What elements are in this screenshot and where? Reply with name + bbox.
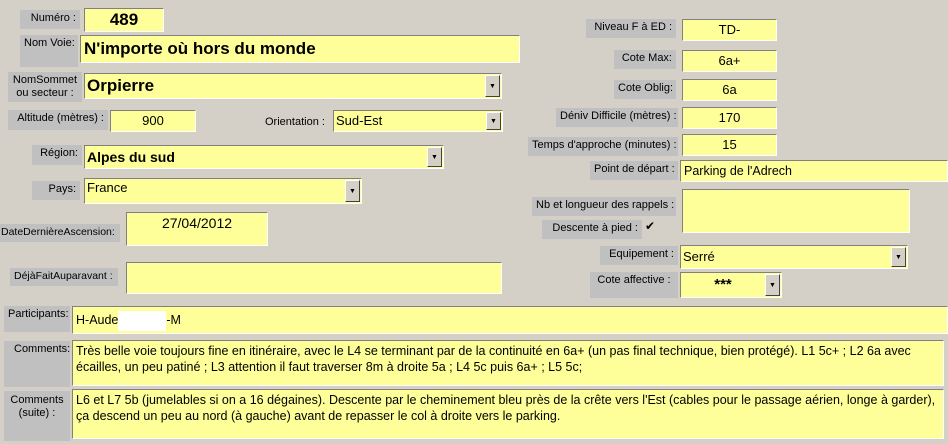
depart-field[interactable]: Parking de l'Adrech [680,160,948,182]
pays-combo[interactable] [84,178,362,204]
comments-label: Comments: [4,341,70,387]
chevron-down-icon[interactable]: ▼ [765,274,780,296]
participants-field[interactable] [72,306,948,334]
participants-name-start: H-Aude [76,313,119,327]
altitude-label: Altitude (mètres) : [8,110,108,130]
comments-suite-label [4,391,70,441]
pays-label: Pays: [32,181,80,200]
altitude-field[interactable]: 900 [110,110,196,132]
numero-label: Numéro : [20,10,80,29]
date-derniere-label: DateDernièreAscension: [0,224,120,242]
deniv-label: Déniv Difficile (mètres) : [556,108,678,127]
descente-checkbox[interactable]: ✔ [644,219,656,233]
participants-name-end: -M [166,313,181,327]
nom-sommet-value: Orpierre [87,76,155,95]
niveau-label: Niveau F à ED : [586,19,676,38]
numero-field[interactable]: 489 [84,8,164,32]
comments-suite-label-2: (suite) : [18,407,56,419]
depart-label: Point de départ : [590,161,678,180]
orientation-label: Orientation : [265,116,325,128]
chevron-down-icon[interactable]: ▼ [891,247,906,267]
cote-affective-combo[interactable] [680,272,782,298]
participants-label: Participants: [4,306,70,332]
cote-oblig-label: Cote Oblig: [614,80,676,99]
niveau-field[interactable]: TD- [682,19,777,41]
deja-fait-label: DéjàFaitAuparavant : [10,268,118,286]
equipement-value: Serré [683,249,715,264]
nom-voie-field[interactable]: N'importe où hors du monde [80,35,520,63]
nom-sommet-combo[interactable] [84,73,502,99]
comments-suite-field[interactable]: L6 et L7 5b (jumelables si on a 16 dégaines). Descente par le cheminement bleu près de la crête vers l'Est (cables pour le passage aérien, longe à garder), ça descend un peu au nord (à gauche) avant de repasser le col à droite vers le parking. [72,389,944,439]
temps-label: Temps d'approche (minutes) : [528,137,678,156]
cote-affective-value: *** [714,276,732,293]
nom-voie-label: Nom Voie: [20,35,78,67]
deniv-field[interactable]: 170 [682,107,777,129]
comments-field[interactable]: Très belle voie toujours fine en itinéraire, avec le L4 se terminant par de la continuité en 6a+ (un pas final technique, bien protégé). L1 5c+ ; L2 6a avec écailles, un peu patiné ; L3 attention il faut traverser 8m à droite 5a ; L4 5c puis 6a+ ; L5 5c; [72,340,944,386]
orientation-value: Sud-Est [336,113,383,128]
cote-affective-label: Cote affective : [590,272,678,298]
cote-max-field[interactable]: 6a+ [682,50,777,72]
date-derniere-field[interactable]: 27/04/2012 [126,212,268,246]
redaction-block [118,311,166,331]
pays-value: France [87,180,128,195]
rappels-label: Nb et longueur des rappels : [532,197,676,216]
equipement-label: Equipement : [600,246,678,265]
nom-sommet-label-2: ou secteur : [16,87,74,99]
comments-suite-label-1: Comments [10,394,64,406]
rappels-field[interactable] [682,189,910,233]
nom-sommet-label-1: NomSommet [12,74,78,86]
region-label: Région: [32,145,82,165]
equipement-combo[interactable] [680,245,908,269]
temps-field[interactable]: 15 [682,134,777,156]
region-combo[interactable] [84,145,444,169]
chevron-down-icon[interactable]: ▼ [486,112,501,130]
cote-max-label: Cote Max: [614,50,676,69]
chevron-down-icon[interactable]: ▼ [345,180,360,202]
deja-fait-field[interactable] [126,262,502,294]
chevron-down-icon[interactable]: ▼ [427,147,442,167]
nom-sommet-label [8,72,82,102]
orientation-combo[interactable] [333,110,503,132]
cote-oblig-field[interactable]: 6a [682,79,777,101]
descente-label: Descente à pied : [542,220,642,239]
chevron-down-icon[interactable]: ▼ [485,75,500,97]
region-value: Alpes du sud [87,149,175,165]
